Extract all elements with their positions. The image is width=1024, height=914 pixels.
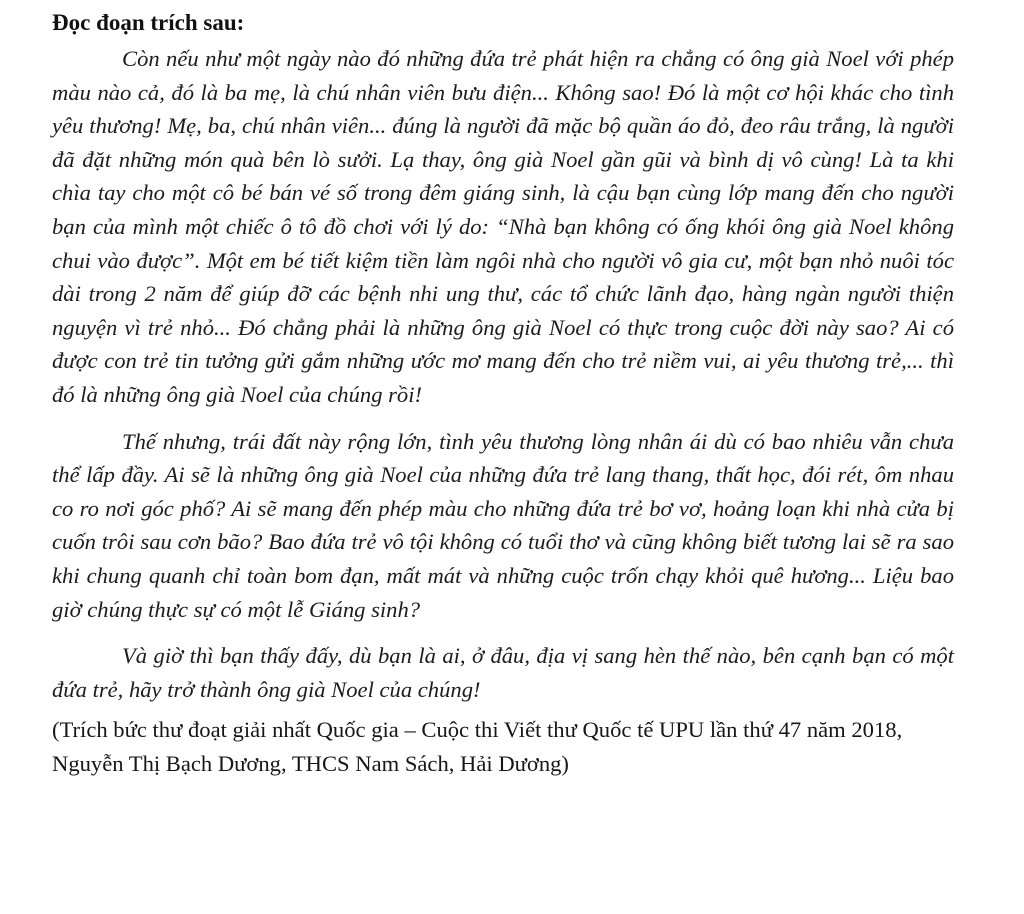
excerpt-paragraph-1: Còn nếu như một ngày nào đó những đứa trẻ phát hiện ra chẳng có ông già Noel với phép màu nào cả, đó là ba mẹ, là chú nhân viên bưu điện... Không sao! Đó là một cơ hội khác cho tình yêu thương! Mẹ, ba, chú nhân viên... đúng là người đã mặc bộ quần áo đỏ, đeo râu trắng, là người đã đặt những món quà bên lò sưởi. Lạ thay, ông già Noel gần gũi và bình dị vô cùng! Là ta khi chìa tay cho một cô bé bán vé số trong đêm giáng sinh, là cậu bạn cùng lớp mang đến cho người bạn của mình một chiếc ô tô đồ chơi với lý do: “Nhà bạn không có ống khói ông già Noel không chui vào được”. Một em bé tiết kiệm tiền làm ngôi nhà cho người vô gia cư, một bạn nhỏ nuôi tóc dài trong 2 năm để giúp đỡ các bệnh nhi ung thư, các tổ chức lãnh đạo, hàng ngàn người thiện nguyện vì trẻ nhỏ... Đó chẳng phải là những ông già Noel có thực trong cuộc đời này sao? Ai có được con trẻ tin tưởng gửi gắm những ước mơ mang đến cho trẻ niềm vui, ai yêu thương trẻ,... thì đó là những ông già Noel của chúng rồi! — [52, 46, 954, 407]
excerpt-paragraph-2: Thế nhưng, trái đất này rộng lớn, tình yêu thương lòng nhân ái dù có bao nhiêu vẫn chưa thể lấp đầy. Ai sẽ là những ông già Noel của những đứa trẻ lang thang, thất học, đói rét, ôm nhau co ro nơi góc phố? Ai sẽ mang đến phép màu cho những đứa trẻ bơ vơ, hoảng loạn khi nhà cửa bị cuốn trôi sau cơn bão? Bao đứa trẻ vô tội không có tuổi thơ và cũng không biết tương lai sẽ ra sao khi chung quanh chỉ toàn bom đạn, mất mát và những cuộc trốn chạy khỏi quê hương... Liệu bao giờ chúng thực sự có một lễ Giáng sinh? — [52, 428, 954, 622]
reading-instruction-heading: Đọc đoạn trích sau: — [52, 10, 245, 35]
document-page — [52, 6, 954, 780]
excerpt-paragraph-3: Và giờ thì bạn thấy đấy, dù bạn là ai, ở đâu, địa vị sang hèn thế nào, bên cạnh bạn có một đứa trẻ, hãy trở thành ông già Noel của chúng! — [52, 643, 954, 702]
source-citation: (Trích bức thư đoạt giải nhất Quốc gia – Cuộc thi Viết thư Quốc tế UPU lần thứ 47 năm 2018, Nguyễn Thị Bạch Dương, THCS Nam Sách, Hải Dương) — [52, 717, 903, 776]
